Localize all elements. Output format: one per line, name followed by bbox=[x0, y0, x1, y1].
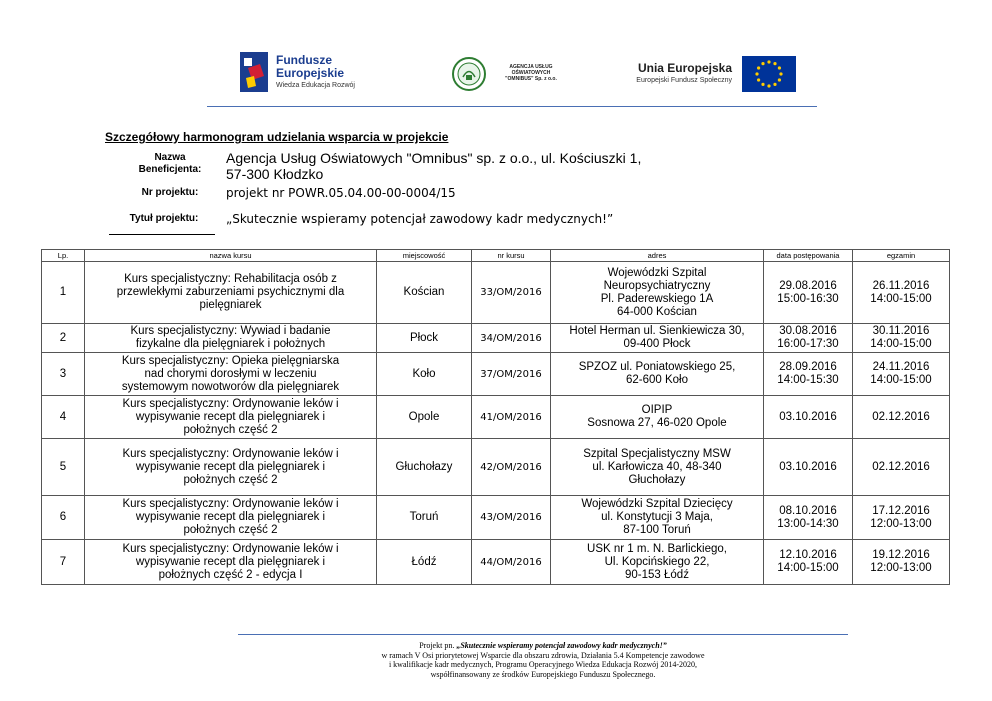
cell-exam bbox=[853, 540, 950, 585]
exam-date-line: 24.11.2016 bbox=[872, 361, 930, 373]
course-line: Kurs specjalistyczny: Ordynowanie leków i bbox=[122, 498, 339, 510]
cell-course-nr: 44/OM/2016 bbox=[472, 540, 551, 585]
header-divider bbox=[207, 106, 817, 107]
address-line: ul. Karłowicza 40, 48-340 bbox=[592, 460, 722, 473]
cell-lp: 7 bbox=[42, 540, 85, 585]
address-line: 62-600 Koło bbox=[625, 374, 689, 386]
course-line: położnych część 2 bbox=[183, 473, 278, 486]
beneficiary-line1: Agencja Usług Oświatowych "Omnibus" sp. z o.o., ul. Kościuszki 1, bbox=[226, 150, 642, 166]
cell-city: Koło bbox=[377, 353, 472, 396]
footer-line2: w ramach V Osi priorytetowej Wsparcie dla obszaru zdrowia, Działania 5.4 Kompetencje zawodowe bbox=[381, 650, 705, 660]
table-row bbox=[42, 396, 950, 439]
cell-address bbox=[551, 353, 764, 396]
course-line: wypisywanie recept dla pielęgniarek i bbox=[135, 555, 326, 568]
cell-lp: 1 bbox=[42, 262, 85, 324]
fe-flag-icon bbox=[238, 48, 270, 94]
address-line: Pl. Paderewskiego 1A bbox=[600, 292, 714, 305]
address-line: Szpital Specjalistyczny MSW bbox=[583, 447, 731, 460]
footer-prefix: Projekt pn. bbox=[419, 641, 457, 650]
label-underline bbox=[109, 234, 215, 235]
cell-course-nr: 33/OM/2016 bbox=[472, 262, 551, 324]
cell-address bbox=[551, 262, 764, 324]
cell-exam bbox=[853, 324, 950, 353]
omnibus-line1: AGENCJA USŁUG bbox=[509, 64, 553, 70]
cell-address bbox=[551, 324, 764, 353]
date-line: 29.08.2016 bbox=[779, 279, 837, 292]
exam-date-line: 26.11.2016 bbox=[872, 279, 930, 292]
cell-date bbox=[764, 262, 853, 324]
fe-logo-line3: Wiedza Edukacja Rozwój bbox=[276, 82, 355, 89]
course-line: wypisywanie recept dla pielęgniarek i bbox=[135, 410, 326, 423]
cell-exam bbox=[853, 439, 950, 496]
table-row bbox=[42, 324, 950, 353]
address-line: ul. Konstytucji 3 Maja, bbox=[601, 511, 713, 523]
cell-date bbox=[764, 353, 853, 396]
col-lp: Lp. bbox=[42, 250, 85, 262]
cell-address bbox=[551, 540, 764, 585]
address-line: Wojewódzki Szpital bbox=[607, 266, 707, 279]
date-line: 03.10.2016 bbox=[779, 460, 837, 473]
date-line: 30.08.2016 bbox=[779, 325, 837, 337]
address-line: 87-100 Toruń bbox=[623, 524, 691, 536]
time-line: 14:00-15:00 bbox=[777, 562, 839, 574]
omnibus-line3: "OMNIBUS" Sp. z o.o. bbox=[505, 76, 557, 82]
address-line: SPZOZ ul. Poniatowskiego 25, bbox=[578, 361, 736, 373]
cell-exam bbox=[853, 496, 950, 540]
exam-date-line: 19.12.2016 bbox=[872, 549, 930, 561]
cell-course bbox=[85, 262, 377, 324]
exam-time-line: 14:00-15:00 bbox=[870, 338, 932, 350]
beneficiary-label bbox=[128, 152, 212, 176]
address-line: 64-000 Kościan bbox=[617, 305, 697, 318]
footer bbox=[238, 641, 848, 679]
footer-line3: i kwalifikacje kadr medycznych, Programu Operacyjnego Wiedza Edukacja Rozwój 2014-2020, bbox=[388, 660, 698, 669]
ue-logo-line1: Unia Europejska bbox=[637, 61, 732, 75]
exam-date-line: 30.11.2016 bbox=[872, 325, 930, 337]
ue-logo-line2: Europejski Fundusz Społeczny bbox=[636, 77, 732, 84]
course-line: położnych część 2 bbox=[183, 423, 278, 436]
cell-date bbox=[764, 324, 853, 353]
cell-lp: 2 bbox=[42, 324, 85, 353]
course-line: wypisywanie recept dla pielęgniarek i bbox=[135, 460, 326, 473]
cell-date bbox=[764, 396, 853, 439]
omnibus-logo bbox=[452, 57, 562, 93]
address-line: 09-400 Płock bbox=[623, 338, 691, 350]
cell-course-nr: 37/OM/2016 bbox=[472, 353, 551, 396]
course-line: Kurs specjalistyczny: Opieka pielęgniarska bbox=[121, 354, 340, 367]
cell-address bbox=[551, 396, 764, 439]
time-line: 13:00-14:30 bbox=[777, 517, 839, 530]
col-exam: egzamin bbox=[853, 250, 950, 262]
beneficiary-value bbox=[226, 150, 641, 182]
course-line: Kurs specjalistyczny: Ordynowanie leków i bbox=[122, 542, 339, 555]
unia-europejska-logo bbox=[616, 56, 806, 96]
cell-lp: 5 bbox=[42, 439, 85, 496]
project-title-label: Tytuł projektu: bbox=[129, 213, 199, 224]
cell-course-nr: 42/OM/2016 bbox=[472, 439, 551, 496]
exam-date-line: 17.12.2016 bbox=[872, 504, 930, 517]
page-title: Szczegółowy harmonogram udzielania wsparcia w projekcie bbox=[105, 130, 449, 144]
table-row bbox=[42, 262, 950, 324]
course-line: fizykalne dla pielęgniarek i położnych bbox=[135, 338, 326, 350]
course-line: systemowym nowotworów dla pielęgniarek bbox=[121, 380, 340, 393]
project-nr-label: Nr projektu: bbox=[141, 187, 199, 198]
col-course-nr: nr kursu bbox=[472, 250, 551, 262]
address-line: USK nr 1 m. N. Barlickiego, bbox=[587, 542, 727, 555]
date-line: 03.10.2016 bbox=[779, 410, 837, 423]
cell-city: Głuchołazy bbox=[377, 439, 472, 496]
time-line: 16:00-17:30 bbox=[777, 338, 839, 350]
address-line: Ul. Kopcińskiego 22, bbox=[604, 555, 710, 568]
exam-time-line: 12:00-13:00 bbox=[870, 562, 932, 574]
eu-flag-icon bbox=[742, 56, 796, 92]
col-course-name: nazwa kursu bbox=[85, 250, 377, 262]
cell-address bbox=[551, 439, 764, 496]
course-line: Kurs specjalistyczny: Ordynowanie leków i bbox=[122, 397, 339, 410]
date-line: 12.10.2016 bbox=[779, 549, 837, 561]
project-title-value: „Skutecznie wspieramy potencjał zawodowy kadr medycznych!” bbox=[226, 212, 614, 226]
address-line: Głuchołazy bbox=[628, 473, 686, 486]
cell-course-nr: 43/OM/2016 bbox=[472, 496, 551, 540]
cell-course bbox=[85, 324, 377, 353]
table-row bbox=[42, 496, 950, 540]
cell-lp: 4 bbox=[42, 396, 85, 439]
cell-city: Płock bbox=[377, 324, 472, 353]
cell-course bbox=[85, 396, 377, 439]
cell-lp: 3 bbox=[42, 353, 85, 396]
time-line: 14:00-15:30 bbox=[777, 374, 839, 386]
cell-course bbox=[85, 496, 377, 540]
cell-date bbox=[764, 439, 853, 496]
date-line: 08.10.2016 bbox=[779, 504, 837, 517]
beneficiary-line2: 57-300 Kłodzko bbox=[226, 166, 324, 182]
exam-date-line: 02.12.2016 bbox=[872, 410, 930, 423]
cell-address bbox=[551, 496, 764, 540]
cell-city: Opole bbox=[377, 396, 472, 439]
col-city: miejscowość bbox=[377, 250, 472, 262]
beneficiary-label-line1: Nazwa bbox=[154, 152, 186, 163]
cell-course-nr: 41/OM/2016 bbox=[472, 396, 551, 439]
omnibus-text bbox=[496, 64, 566, 82]
address-line: Sosnowa 27, 46-020 Opole bbox=[587, 417, 727, 429]
exam-time-line: 14:00-15:00 bbox=[870, 292, 932, 305]
cell-city: Kościan bbox=[377, 262, 472, 324]
cell-exam bbox=[853, 353, 950, 396]
address-line: Neuropsychiatryczny bbox=[603, 279, 711, 292]
course-line: przewlekłymi zaburzeniami psychicznymi dla bbox=[116, 286, 345, 298]
table-row bbox=[42, 439, 950, 496]
cell-exam bbox=[853, 262, 950, 324]
cell-course-nr: 34/OM/2016 bbox=[472, 324, 551, 353]
footer-line4: współfinansowany ze środków Europejskiego Funduszu Społecznego. bbox=[430, 669, 656, 679]
table-header-row bbox=[42, 250, 950, 262]
address-line: OIPIP bbox=[641, 404, 673, 416]
course-line: Kurs specjalistyczny: Rehabilitacja osób z bbox=[124, 273, 337, 285]
cell-exam bbox=[853, 396, 950, 439]
cell-lp: 6 bbox=[42, 496, 85, 540]
cell-course bbox=[85, 353, 377, 396]
course-line: nad chorymi dorosłymi w leczeniu bbox=[144, 367, 317, 380]
project-nr-value: projekt nr POWR.05.04.00-00-0004/15 bbox=[226, 186, 456, 200]
table-row bbox=[42, 540, 950, 585]
cell-date bbox=[764, 496, 853, 540]
fe-logo-line1: Fundusze bbox=[276, 53, 332, 67]
fe-logo-line2: Europejskie bbox=[276, 66, 345, 80]
footer-line1 bbox=[238, 641, 848, 651]
date-line: 28.09.2016 bbox=[779, 361, 837, 373]
col-date: data postępowania bbox=[764, 250, 853, 262]
address-line: Wojewódzki Szpital Dziecięcy bbox=[581, 498, 733, 510]
cell-course bbox=[85, 439, 377, 496]
course-line: położnych część 2 bbox=[183, 524, 278, 536]
exam-time-line: 14:00-15:00 bbox=[870, 374, 932, 386]
address-line: 90-153 Łódź bbox=[625, 568, 689, 581]
table-row bbox=[42, 353, 950, 396]
col-address: adres bbox=[551, 250, 764, 262]
course-line: położnych część 2 - edycja I bbox=[158, 568, 303, 581]
exam-time-line: 12:00-13:00 bbox=[870, 517, 932, 530]
cell-course bbox=[85, 540, 377, 585]
course-line: Kurs specjalistyczny: Wywiad i badanie bbox=[130, 325, 331, 337]
exam-date-line: 02.12.2016 bbox=[872, 460, 930, 473]
course-line: Kurs specjalistyczny: Ordynowanie leków i bbox=[122, 447, 339, 460]
omnibus-seal-icon bbox=[452, 57, 486, 91]
fundusze-europejskie-logo bbox=[238, 46, 388, 98]
footer-project-name: „Skutecznie wspieramy potencjał zawodowy kadr medycznych!” bbox=[456, 641, 667, 650]
address-line: Hotel Herman ul. Sienkiewicza 30, bbox=[569, 325, 745, 337]
schedule-table bbox=[41, 249, 950, 585]
cell-city: Toruń bbox=[377, 496, 472, 540]
footer-divider bbox=[238, 634, 848, 635]
beneficiary-label-line2: Beneficjenta: bbox=[138, 164, 202, 175]
cell-city: Łódź bbox=[377, 540, 472, 585]
omnibus-line2: OŚWIATOWYCH bbox=[511, 70, 551, 76]
cell-date bbox=[764, 540, 853, 585]
course-line: pielęgniarek bbox=[199, 299, 262, 311]
course-line: wypisywanie recept dla pielęgniarek i bbox=[135, 511, 326, 523]
time-line: 15:00-16:30 bbox=[777, 292, 839, 305]
